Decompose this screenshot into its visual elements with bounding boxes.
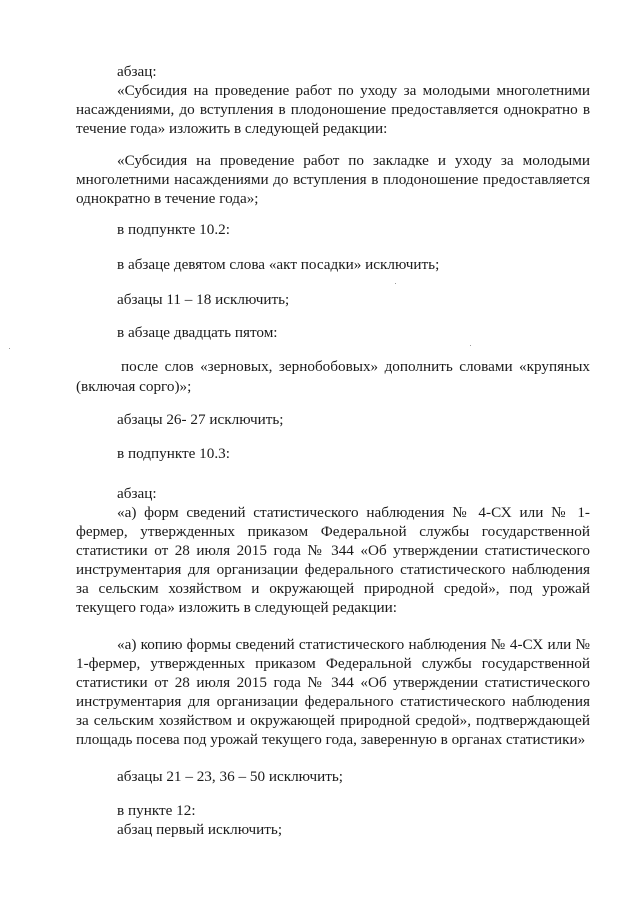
paragraph-quoted-new-text: «Субсидия на проведение работ по закладке и уходу за молодыми многолетними насаждениями до вступления в плодоношение предоставляется однократно в течение года»; [76,152,590,207]
paragraph-abzacs-26-27: абзацы 26- 27 исключить; [117,411,284,428]
paragraph-abzacs-21-23-36-50: абзацы 21 – 23, 36 – 50 исключить; [117,768,343,785]
paragraph-ninth-abzac: в абзаце девятом слова «акт посадки» исключить; [117,256,440,273]
paragraph-quoted-old-text: «Субсидия на проведение работ по уходу за молодыми многолетними насаждениями, до вступления в плодоношение предоставляется однократно в течение года» изложить в следующей редакции: [76,82,590,137]
paragraph-abzac-1: абзац: [117,63,157,80]
paragraph-add-words: после слов «зерновых, зернобобовых» дополнить словами «крупяных (включая сорго)»; [76,358,590,395]
paragraph-form-new-text: «а) копию формы сведений статистического наблюдения № 4-СХ или № 1-фермер, утвержденных приказом Федеральной службы государственной статистики от 28 июля 2015 года № 344 «Об утверждении статистического инструментария для организации федерального статистического наблюдения за сельским хозяйством и окружающей природной средой», подтверждающей площадь посева под урожай текущего года, заверенную в органах статистики» [76,636,590,748]
scan-speck [470,345,471,346]
scan-speck [395,283,396,284]
paragraph-item-12: в пункте 12: [117,802,196,819]
paragraph-abzac-2: абзац: [117,485,157,502]
paragraph-25th-abzac: в абзаце двадцать пятом: [117,324,278,341]
scan-speck [9,348,10,349]
paragraph-form-old-text: «а) форм сведений статистического наблюдения № 4-СХ или № 1-фермер, утвержденных приказом Федеральной службы государственной статистики от 28 июля 2015 года № 344 «Об утверждении статистического инструментария для организации федерального статистического наблюдения за сельским хозяйством и окружающей природной средой», под урожай текущего года» изложить в следующей редакции: [76,504,590,616]
paragraph-subitem-10-2: в подпункте 10.2: [117,221,230,238]
paragraph-abzacs-11-18: абзацы 11 – 18 исключить; [117,291,290,308]
paragraph-subitem-10-3: в подпункте 10.3: [117,445,230,462]
paragraph-first-abzac: абзац первый исключить; [117,821,283,838]
